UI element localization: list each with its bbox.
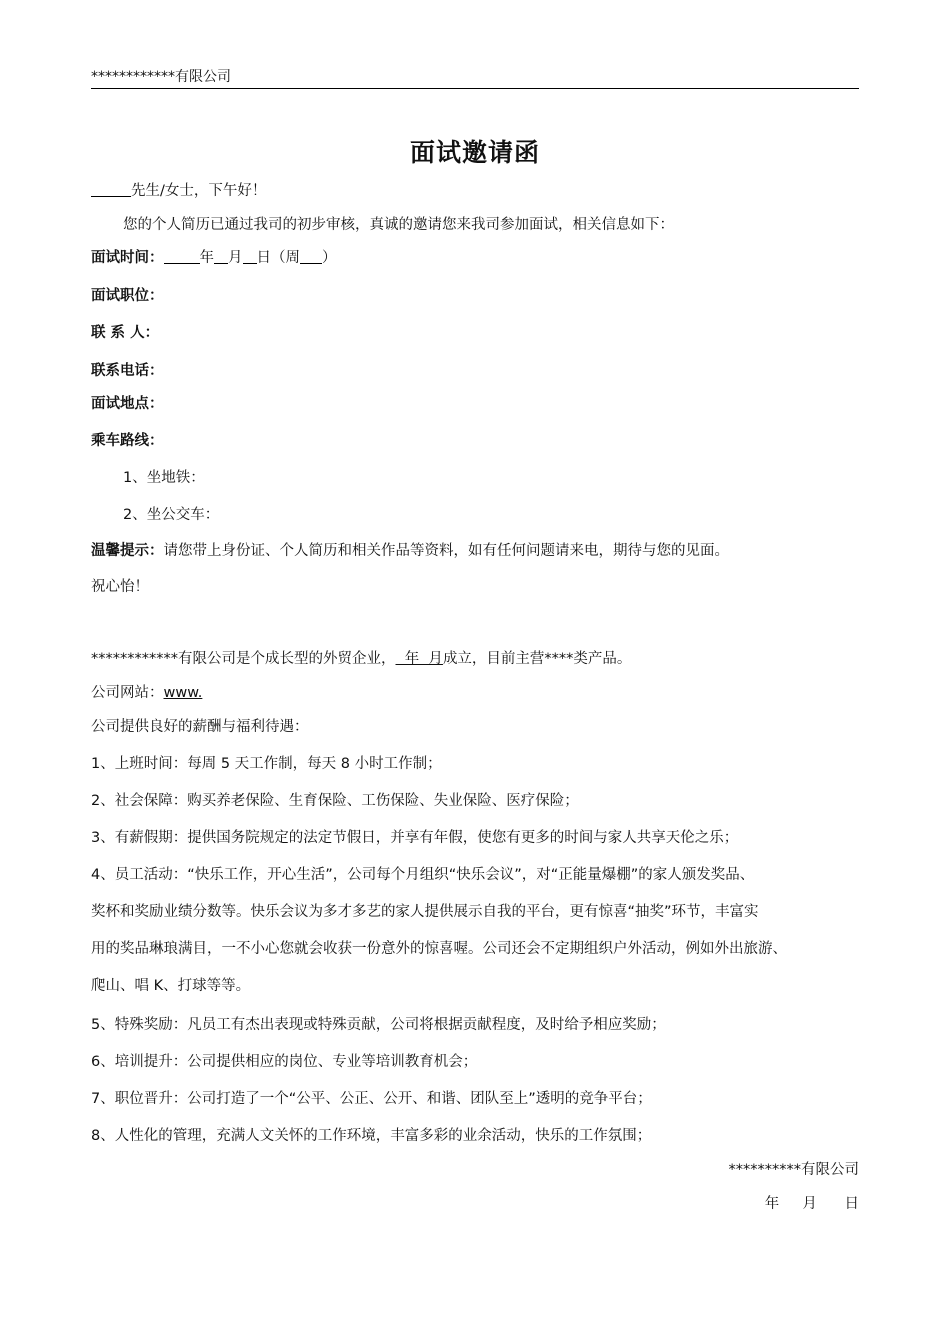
signature-company: **********有限公司 (728, 1162, 859, 1178)
benefit-item: 6、培训提升：公司提供相应的岗位、专业等培训教育机会； (91, 1054, 478, 1070)
year-blank[interactable] (164, 249, 200, 264)
benefit-item-cont: 爬山、唱 K、打球等等。 (91, 978, 251, 994)
time-label: 面试时间： (91, 250, 164, 266)
contact-label: 联 系 人： (91, 325, 160, 341)
month-label: 月 (228, 250, 243, 266)
salutation: 先生/女士，下午好！ (131, 183, 267, 199)
location-label: 面试地点： (91, 396, 164, 412)
tip-row (91, 539, 729, 560)
phone-label: 联系电话： (91, 363, 164, 379)
month-blank[interactable] (214, 249, 228, 264)
benefits-heading: 公司提供良好的薪酬与福利待遇： (91, 719, 309, 735)
benefit-item: 7、职位晋升：公司打造了一个“公平、公正、公开、和谐、团队至上”透明的竞争平台； (91, 1091, 652, 1107)
name-blank[interactable] (91, 182, 131, 197)
day-label: 日（周 (256, 250, 300, 266)
signature-date: 年 月 日 (764, 1196, 859, 1212)
greeting-line (91, 179, 266, 200)
website-link[interactable]: www. (163, 685, 203, 701)
company-intro-suffix: 成立，目前主营****类产品。 (442, 651, 632, 667)
weekday-blank[interactable] (300, 249, 322, 264)
benefit-item: 8、人性化的管理，充满人文关怀的工作环境，丰富多彩的业余活动，快乐的工作氛围； (91, 1128, 652, 1144)
route-bus: 2、坐公交车： (123, 507, 220, 523)
benefit-item: 1、上班时间：每周 5 天工作制，每天 8 小时工作制； (91, 756, 442, 772)
weekday-close: ） (322, 250, 337, 266)
tip-text: 请您带上身份证、个人简历和相关作品等资料，如有任何问题请来电，期待与您的见面。 (163, 543, 729, 559)
interview-time-row (91, 246, 337, 267)
closing-text: 祝心怡！ (91, 579, 149, 595)
benefit-item: 5、特殊奖励：凡员工有杰出表现或特殊贡献，公司将根据贡献程度，及时给予相应奖励； (91, 1017, 666, 1033)
year-label: 年 (199, 250, 214, 266)
benefit-item: 2、社会保障：购买养老保险、生育保险、工伤保险、失业保险、医疗保险； (91, 793, 579, 809)
established-date: 年 月 (395, 651, 443, 667)
tip-label: 温馨提示： (91, 543, 164, 559)
position-label: 面试职位： (91, 288, 164, 304)
benefit-item-cont: 奖杯和奖励业绩分数等。快乐会议为多才多艺的家人提供展示自我的平台，更有惊喜“抽奖”环节，丰富实 (91, 904, 759, 920)
benefit-item-cont: 用的奖品琳琅满目，一不小心您就会收获一份意外的惊喜喔。公司还会不定期组织户外活动，例如外出旅游、 (91, 941, 787, 957)
day-blank[interactable] (243, 249, 257, 264)
company-intro-prefix: ************有限公司是个成长型的外贸企业， (91, 651, 396, 667)
website-label: 公司网站： (91, 685, 164, 701)
route-label: 乘车路线： (91, 433, 164, 449)
benefit-item: 3、有薪假期：提供国务院规定的法定节假日，并享有年假，使您有更多的时间与家人共享天伦之乐； (91, 830, 739, 846)
benefit-item: 4、员工活动：“快乐工作，开心生活”，公司每个月组织“快乐会议”，对“正能量爆棚”的家人颁发奖品、 (91, 867, 755, 883)
header-company: ************有限公司 (91, 69, 231, 85)
header-divider (91, 88, 859, 89)
intro-paragraph: 您的个人简历已通过我司的初步审核，真诚的邀请您来我司参加面试，相关信息如下： (123, 217, 674, 233)
company-intro (91, 647, 631, 668)
route-subway: 1、坐地铁： (123, 470, 205, 486)
page-title: 面试邀请函 (409, 138, 540, 167)
website-row (91, 681, 202, 702)
